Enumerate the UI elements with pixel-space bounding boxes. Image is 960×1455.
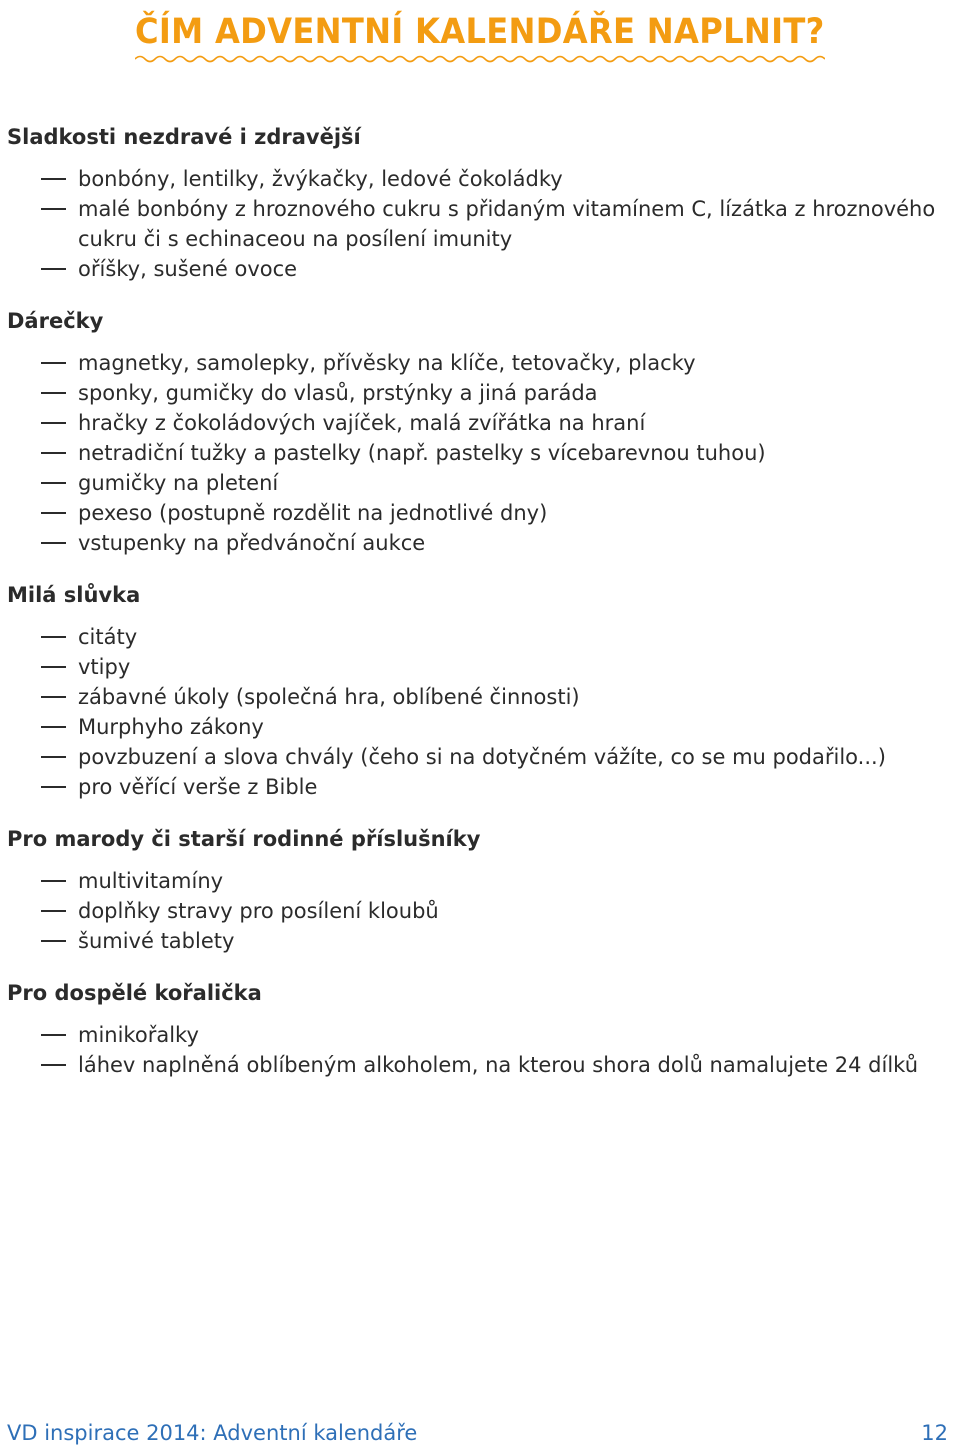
list-item <box>7 866 953 896</box>
dash-bullet <box>41 512 66 514</box>
dash-bullet <box>41 910 66 912</box>
item-list <box>7 622 953 802</box>
item-text: hračky z čokoládových vajíček, malá zvířátka na hraní <box>78 411 646 435</box>
dash-bullet <box>41 452 66 454</box>
list-item <box>7 348 953 378</box>
item-text: sponky, gumičky do vlasů, prstýnky a jiná paráda <box>78 381 598 405</box>
item-list <box>7 1020 953 1080</box>
dash-bullet <box>41 1034 66 1036</box>
list-item <box>7 468 953 498</box>
list-item <box>7 622 953 652</box>
item-text: bonbóny, lentilky, žvýkačky, ledové čokoládky <box>78 167 563 191</box>
item-text: netradiční tužky a pastelky (např. pastelky s vícebarevnou tuhou) <box>78 441 766 465</box>
page-footer <box>7 1418 948 1448</box>
dash-bullet <box>41 726 66 728</box>
item-text: vstupenky na předvánoční aukce <box>78 531 426 555</box>
section-elderly <box>7 824 953 978</box>
list-item <box>7 682 953 712</box>
list-item <box>7 926 953 956</box>
item-text: doplňky stravy pro posílení kloubů <box>78 899 439 923</box>
list-item <box>7 528 953 558</box>
item-text: vtipy <box>78 655 131 679</box>
dash-bullet <box>41 1064 66 1066</box>
list-item <box>7 896 953 926</box>
dash-bullet <box>41 178 66 180</box>
dash-bullet <box>41 422 66 424</box>
list-item <box>7 1020 953 1050</box>
section-gifts <box>7 306 953 580</box>
page-number: 12 <box>921 1421 948 1445</box>
item-text: pexeso (postupně rozdělit na jednotlivé dny) <box>78 501 548 525</box>
dash-bullet <box>41 268 66 270</box>
dash-bullet <box>41 786 66 788</box>
list-item <box>7 1050 953 1080</box>
document-body <box>7 122 953 1080</box>
footer-title: VD inspirace 2014: Adventní kalendáře <box>7 1421 418 1445</box>
page-header <box>0 6 960 66</box>
item-text: láhev naplněná oblíbeným alkoholem, na kterou shora dolů namalujete 24 dílků <box>78 1053 919 1077</box>
item-text: multivitamíny <box>78 869 224 893</box>
list-item <box>7 378 953 408</box>
list-item <box>7 772 953 802</box>
item-text: zábavné úkoly (společná hra, oblíbené činnosti) <box>78 685 580 709</box>
item-text: Murphyho zákony <box>78 715 264 739</box>
section-heading: Pro dospělé kořalička <box>7 981 262 1005</box>
list-item <box>7 438 953 468</box>
list-item <box>7 712 953 742</box>
section-kind-words <box>7 580 953 824</box>
dash-bullet <box>41 542 66 544</box>
list-item <box>7 164 953 194</box>
item-text: citáty <box>78 625 138 649</box>
item-text: šumivé tablety <box>78 929 235 953</box>
list-item <box>7 194 953 254</box>
section-adults <box>7 978 953 1080</box>
dash-bullet <box>41 756 66 758</box>
dash-bullet <box>41 880 66 882</box>
dash-bullet <box>41 482 66 484</box>
dash-bullet <box>41 392 66 394</box>
item-text: oříšky, sušené ovoce <box>78 257 298 281</box>
list-item <box>7 742 953 772</box>
section-heading: Dárečky <box>7 309 104 333</box>
item-text: povzbuzení a slova chvály (čeho si na dotyčném vážíte, co se mu podařilo...) <box>78 745 886 769</box>
page-title: ČÍM ADVENTNÍ KALENDÁŘE NAPLNIT? <box>135 12 825 52</box>
item-list <box>7 164 953 284</box>
dash-bullet <box>41 940 66 942</box>
item-text: pro věřící verše z Bible <box>78 775 318 799</box>
list-item <box>7 254 953 284</box>
item-list <box>7 866 953 956</box>
list-item <box>7 498 953 528</box>
section-heading: Milá slůvka <box>7 583 141 607</box>
item-text: magnetky, samolepky, přívěsky na klíče, tetovačky, placky <box>78 351 696 375</box>
dash-bullet <box>41 362 66 364</box>
item-text: minikořalky <box>78 1023 199 1047</box>
dash-bullet <box>41 208 66 210</box>
dash-bullet <box>41 666 66 668</box>
item-text: malé bonbóny z hroznového cukru s přidaným vitamínem C, lízátka z hroznového cukru či s echinaceou na posílení imunity <box>78 197 936 251</box>
section-heading: Sladkosti nezdravé i zdravější <box>7 125 361 149</box>
list-item <box>7 652 953 682</box>
item-text: gumičky na pletení <box>78 471 279 495</box>
section-sweets <box>7 122 953 306</box>
list-item <box>7 408 953 438</box>
dash-bullet <box>41 636 66 638</box>
dash-bullet <box>41 696 66 698</box>
section-heading: Pro marody či starší rodinné příslušníky <box>7 827 481 851</box>
item-list <box>7 348 953 558</box>
